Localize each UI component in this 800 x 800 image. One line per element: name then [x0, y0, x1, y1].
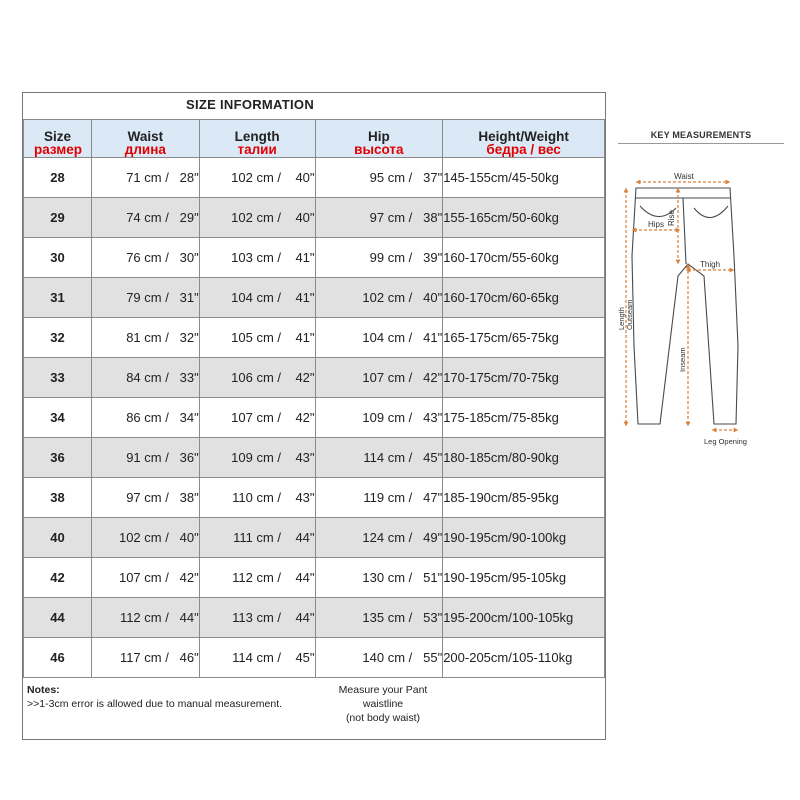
hip-cell: 104 cm / 41" [315, 318, 443, 358]
waist-cell: 107 cm / 42" [91, 558, 199, 598]
notes-text: >>1-3cm error is allowed due to manual measurement. [27, 698, 283, 710]
length-cell: 113 cm / 44" [199, 598, 315, 638]
size-cell: 42 [24, 558, 92, 598]
waist-cell: 112 cm / 44" [91, 598, 199, 638]
notes [27, 683, 282, 711]
pants-diagram [618, 146, 784, 456]
height-weight-cell: 160-170cm/55-60kg [443, 238, 605, 278]
table-row [24, 638, 605, 678]
measure-instructions [323, 683, 443, 725]
hip-cell: 102 cm / 40" [315, 278, 443, 318]
label-leg-opening: Leg Opening [704, 437, 747, 446]
notes-divider [23, 677, 605, 678]
hip-cell: 140 cm / 55" [315, 638, 443, 678]
hip-cell: 114 cm / 45" [315, 438, 443, 478]
table-row [24, 278, 605, 318]
height-weight-cell: 190-195cm/90-100kg [443, 518, 605, 558]
size-cell: 36 [24, 438, 92, 478]
size-cell: 29 [24, 198, 92, 238]
key-measurements [618, 130, 784, 461]
table-row [24, 158, 605, 198]
waist-cell: 97 cm / 38" [91, 478, 199, 518]
hip-cell: 109 cm / 43" [315, 398, 443, 438]
waist-cell: 81 cm / 32" [91, 318, 199, 358]
height-weight-cell: 175-185cm/75-85kg [443, 398, 605, 438]
table-row [24, 198, 605, 238]
label-length: Length [617, 307, 626, 330]
waist-cell: 91 cm / 36" [91, 438, 199, 478]
table-row [24, 238, 605, 278]
size-cell: 38 [24, 478, 92, 518]
size-table [23, 119, 605, 678]
length-cell: 103 cm / 41" [199, 238, 315, 278]
height-weight-cell: 195-200cm/100-105kg [443, 598, 605, 638]
length-cell: 102 cm / 40" [199, 158, 315, 198]
chart-title: SIZE INFORMATION [185, 97, 315, 112]
height-weight-cell: 180-185cm/80-90kg [443, 438, 605, 478]
key-measurements-title: KEY MEASUREMENTS [618, 130, 784, 144]
label-outseam: Outseam [625, 299, 634, 330]
header-height-weight: Height/Weight бедра / вес [443, 120, 605, 158]
waist-cell: 71 cm / 28" [91, 158, 199, 198]
table-row [24, 438, 605, 478]
height-weight-cell: 190-195cm/95-105kg [443, 558, 605, 598]
waist-cell: 84 cm / 33" [91, 358, 199, 398]
length-cell: 110 cm / 43" [199, 478, 315, 518]
header-waist: Waist длина [91, 120, 199, 158]
notes-label: Notes: [27, 684, 60, 696]
label-waist: Waist [674, 172, 694, 181]
length-cell: 112 cm / 44" [199, 558, 315, 598]
height-weight-cell: 200-205cm/105-110kg [443, 638, 605, 678]
hip-cell: 124 cm / 49" [315, 518, 443, 558]
waist-cell: 86 cm / 34" [91, 398, 199, 438]
header-hip: Hip высота [315, 120, 443, 158]
table-row [24, 318, 605, 358]
hip-cell: 130 cm / 51" [315, 558, 443, 598]
hip-cell: 97 cm / 38" [315, 198, 443, 238]
measure-line-2: waistline [362, 698, 404, 710]
label-thigh: Thigh [700, 260, 721, 269]
size-cell: 33 [24, 358, 92, 398]
hip-cell: 107 cm / 42" [315, 358, 443, 398]
length-cell: 105 cm / 41" [199, 318, 315, 358]
hip-cell: 99 cm / 39" [315, 238, 443, 278]
height-weight-cell: 185-190cm/85-95kg [443, 478, 605, 518]
height-weight-cell: 145-155cm/45-50kg [443, 158, 605, 198]
height-weight-cell: 170-175cm/70-75kg [443, 358, 605, 398]
waist-cell: 76 cm / 30" [91, 238, 199, 278]
height-weight-cell: 155-165cm/50-60kg [443, 198, 605, 238]
size-cell: 32 [24, 318, 92, 358]
label-hips: Hips [648, 220, 665, 229]
size-cell: 46 [24, 638, 92, 678]
height-weight-cell: 160-170cm/60-65kg [443, 278, 605, 318]
length-cell: 114 cm / 45" [199, 638, 315, 678]
length-cell: 111 cm / 44" [199, 518, 315, 558]
table-row [24, 358, 605, 398]
header-length: Length талии [199, 120, 315, 158]
waist-cell: 102 cm / 40" [91, 518, 199, 558]
size-cell: 40 [24, 518, 92, 558]
height-weight-cell: 165-175cm/65-75kg [443, 318, 605, 358]
header-row [24, 120, 605, 158]
length-cell: 109 cm / 43" [199, 438, 315, 478]
waist-cell: 74 cm / 29" [91, 198, 199, 238]
length-cell: 102 cm / 40" [199, 198, 315, 238]
length-cell: 106 cm / 42" [199, 358, 315, 398]
hip-cell: 135 cm / 53" [315, 598, 443, 638]
table-row [24, 478, 605, 518]
table-row [24, 398, 605, 438]
waist-cell: 79 cm / 31" [91, 278, 199, 318]
size-chart [22, 92, 606, 740]
table-row [24, 598, 605, 638]
size-cell: 34 [24, 398, 92, 438]
hip-cell: 95 cm / 37" [315, 158, 443, 198]
hip-cell: 119 cm / 47" [315, 478, 443, 518]
size-cell: 28 [24, 158, 92, 198]
size-cell: 44 [24, 598, 92, 638]
length-cell: 104 cm / 41" [199, 278, 315, 318]
label-rise: Rise [667, 209, 676, 226]
measure-line-3: (not body waist) [345, 712, 421, 724]
length-cell: 107 cm / 42" [199, 398, 315, 438]
measure-line-1: Measure your Pant [338, 684, 428, 696]
label-inseam: Inseam [678, 347, 687, 372]
header-size: Size размер [24, 120, 92, 158]
size-cell: 30 [24, 238, 92, 278]
table-row [24, 558, 605, 598]
waist-cell: 117 cm / 46" [91, 638, 199, 678]
table-row [24, 518, 605, 558]
size-cell: 31 [24, 278, 92, 318]
